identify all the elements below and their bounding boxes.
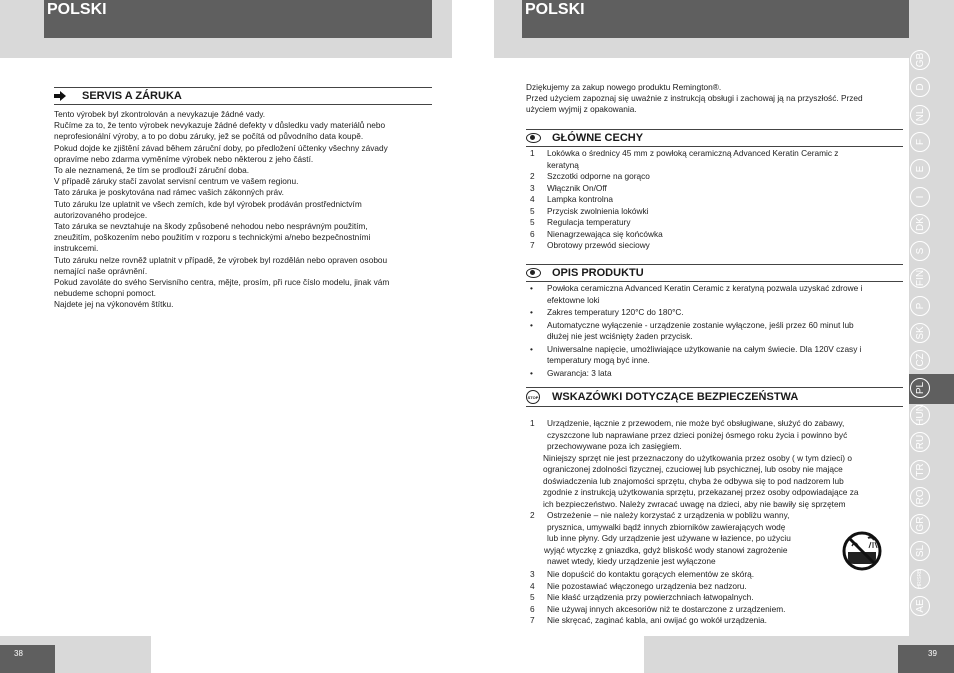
description-text: Automatyczne wyłączenie - urządzenie zostanie wyłączone, jeśli przez 60 minut lub: [547, 319, 854, 330]
description-text: Zakres temperatury 120°C do 180°C.: [547, 307, 684, 317]
safety-text: Nie pozostawiać włączonego urządzenia bez nadzoru.: [547, 580, 747, 591]
warranty-line: Tuto záruku lze uplatnit ve všech zemích, kde byl výrobek prodáván prostřednictvím: [54, 198, 362, 209]
feature-text: Przycisk zwolnienia lokówki: [547, 205, 649, 216]
bullet: •: [530, 343, 533, 354]
safety-text: Niniejszy sprzęt nie jest przeznaczony do użytkowania przez osoby ( w tym dzieci) o: [543, 452, 852, 463]
warranty-line: Najdete jej na výkonovém štítku.: [54, 299, 174, 310]
warranty-line: Pokud zavoláte do svého Servisního centra, mějte, prosím, při ruce číslo modelu, jinak vám: [54, 277, 390, 288]
language-tab-nl[interactable]: NL: [910, 105, 930, 125]
safety-text: lub inne płyny. Gdy urządzenie jest używane w łazience, po użyciu: [547, 533, 791, 543]
feature-number: 1: [530, 148, 535, 158]
feature-item: [530, 148, 905, 171]
language-tab-gr[interactable]: GR: [910, 514, 930, 534]
feature-text: Lokówka o średnicy 45 mm z powłoką ceramiczną Advanced Keratin Ceramic z: [547, 148, 839, 158]
safety-text: Urządzenie, łącznie z przewodem, nie może być obsługiwane, służyć do zabawy,: [547, 418, 845, 428]
safety-number: 3: [530, 569, 535, 579]
language-tab-ro[interactable]: RO: [910, 487, 930, 507]
language-tab-hun[interactable]: HUN: [910, 405, 930, 425]
bullet: •: [530, 319, 533, 330]
warranty-line: Pokud dojde ke zjištění závad během záruční doby, po předložení účtenky všechny závady: [54, 142, 388, 153]
safety-text: Nie kłaść urządzenia przy powierzchniach łatwopalnych.: [547, 592, 754, 602]
feature-text: Szczotki odporne na gorąco: [547, 171, 650, 181]
feature-number: 5: [530, 205, 535, 216]
warranty-line: V případě záruky stačí zavolat servisní centrum ve vašem regionu.: [54, 176, 299, 187]
language-tab-d[interactable]: D: [910, 77, 930, 97]
warranty-line: Tato záruka je poskytována nad rámec vašich zákonných práv.: [54, 187, 284, 198]
safety-text: Nie używaj innych akcesoriów niż te dostarczone z urządzeniem.: [547, 603, 786, 614]
intro-text: [526, 82, 904, 116]
feature-number: 5: [530, 217, 535, 227]
feature-item: [530, 206, 905, 218]
description-item: [530, 320, 905, 343]
feature-text: Lampka kontrolna: [547, 194, 613, 204]
feature-number: 2: [530, 171, 535, 181]
warranty-text: [54, 109, 434, 311]
description-text: temperatury mogą być inne.: [547, 355, 650, 365]
safety-item-2: 2 Ostrzeżenie – nie należy korzystać z urządzenia w pobliżu wanny, prysznica, umywalki bądź innych zbiorników zawierających wodę lub inne płyny. Gdy urządzenie jest używane w łazience, po użyciu wyjąć wtyczkę z gniazdka, gdyż bliskość wody stanowi zagrożenie nawet wtedy, kiedy urządzenie jest wyłączone: [530, 510, 791, 566]
warranty-line: instrukcemi.: [54, 243, 99, 254]
feature-text: keratyną: [547, 159, 579, 170]
bullet: •: [530, 367, 533, 378]
warranty-line: autorizovaného prodejce.: [54, 209, 148, 220]
language-tab-dk[interactable]: DK: [910, 214, 930, 234]
description-item: [530, 283, 905, 306]
intro-line: użyciem wyjmij z opakowania.: [526, 104, 637, 115]
safety-item: [530, 592, 900, 604]
safety-item-1: 1 Urządzenie, łącznie z przewodem, nie może być obsługiwane, służyć do zabawy, czyszczone lub naprawiane przez dzieci poniżej ósmego roku życia i powinno być przechowywane poza ich zasięgiem. Niniejszy sprzęt nie jest przeznaczony do użytkowania przez osoby ( w tym dzieci) o ograniczonej zdolności fizycznej, czuciowej lub psychicznej, lub osoby nie mające doświadczenia lub znajomości sprzętu, chyba że odbywa się to pod nadzorem lub zgodnie z instrukcją użytkowania sprzętu, przekazanej przez osoby odpowiadające za ich bezpieczeństwo. Należy zwracać uwagę na dzieci, aby nie bawiły się sprzętem: [530, 418, 859, 509]
warranty-section-header: [54, 87, 432, 105]
eye-icon: [526, 133, 548, 143]
features-list: [530, 148, 905, 252]
warranty-line: neprofesionální výroby, a to po dobu záruky, jež se počítá od původního data koupě.: [54, 131, 364, 142]
description-text: dłużej nie jest wciśnięty żaden przycisk.: [547, 331, 693, 341]
safety-text: doświadczenia lub znajomości sprzętu, chyba że odbywa się to pod nadzorem lub: [543, 475, 844, 486]
description-item: [530, 344, 905, 367]
bullet: •: [530, 283, 533, 293]
description-section-header: [526, 264, 903, 282]
safety-list-rest: [530, 569, 900, 627]
warranty-section-title: SERVIS A ZÁRUKA: [82, 90, 182, 102]
stop-icon: STOP: [526, 390, 548, 404]
warranty-line: opravíme nebo zdarma vyměníme výrobek nebo některou z jeho částí.: [54, 153, 314, 164]
safety-section-header: [526, 387, 903, 407]
safety-section-title: WSKAZÓWKI DOTYCZĄCE BEZPIECZEŃSTWA: [552, 391, 799, 403]
feature-item: [530, 194, 905, 206]
feature-text: Obrotowy przewód sieciowy: [547, 240, 650, 250]
language-tab-f[interactable]: F: [910, 132, 930, 152]
intro-line: Dziękujemy za zakup nowego produktu Remington®.: [526, 82, 722, 92]
bullet: •: [530, 307, 533, 317]
arrow-right-icon: [54, 91, 76, 101]
warranty-line: nebudeme schopni pomoct.: [54, 288, 156, 299]
feature-number: 4: [530, 194, 535, 204]
safety-text: ich bezpieczeństwo. Należy zwracać uwagę na dzieci, aby nie bawiły się sprzętem: [543, 498, 846, 509]
description-section-title: OPIS PRODUKTU: [552, 267, 644, 279]
language-tab-sl[interactable]: SL: [910, 541, 930, 561]
description-item: [530, 307, 905, 319]
right-page-header: POLSKI: [522, 0, 909, 38]
safety-number: 7: [530, 615, 535, 625]
warranty-line: To ale neznamená, že tím se prodlouží záruční doba.: [54, 165, 250, 176]
warranty-line: nemající naše oprávnění.: [54, 265, 148, 276]
feature-item: [530, 240, 905, 252]
description-text: Uniwersalne napięcie, umożliwiające użytkowanie na całym świecie. Dla 120V czasy i: [547, 343, 862, 354]
safety-text: wyjąć wtyczkę z gniazdka, gdyż bliskość wody stanowi zagrożenie: [544, 544, 788, 555]
language-tab-i[interactable]: I: [910, 187, 930, 207]
no-water-bath-icon: [838, 528, 886, 572]
left-page-header: POLSKI: [44, 0, 432, 38]
feature-item: [530, 229, 905, 241]
features-section-title: GŁÓWNE CECHY: [552, 132, 644, 144]
safety-text: prysznica, umywalki bądź innych zbiorników zawierających wodę: [547, 521, 786, 532]
language-tab-sk[interactable]: SK: [910, 323, 930, 343]
warranty-line: zneužitím, poškozením nebo použitím v rozporu s technickými a/nebo bezpečnostními: [54, 232, 371, 243]
safety-text: przechowywane poza ich zasięgiem.: [547, 441, 682, 451]
warranty-line: Ručíme za to, že tento výrobek nevykazuje žádné defekty v důsledku vady materiálů nebo: [54, 120, 386, 131]
eye-icon: [526, 268, 548, 278]
description-text: Gwarancja: 3 lata: [547, 367, 612, 378]
safety-text: Nie skręcać, zaginać kabla, ani owijać go wokół urządzenia.: [547, 615, 767, 625]
description-text: Powłoka ceramiczna Advanced Keratin Ceramic z keratyną pozwala uzyskać zdrowe i: [547, 283, 863, 293]
feature-number: 7: [530, 240, 535, 250]
safety-item: [530, 604, 900, 616]
safety-number: 5: [530, 592, 535, 602]
right-page-number: 39: [898, 645, 954, 673]
warranty-line: Tato záruka se nevztahuje na škody způsobené nehodou nebo nesprávným použitím,: [54, 221, 368, 232]
language-tab-p[interactable]: P: [910, 296, 930, 316]
language-tab-gb[interactable]: GB: [910, 50, 930, 70]
language-tab-fin[interactable]: FIN: [910, 268, 930, 288]
language-tab-tr[interactable]: TR: [910, 460, 930, 480]
language-tab-s[interactable]: S: [910, 241, 930, 261]
feature-text: Nienagrzewająca się końcówka: [547, 228, 663, 239]
feature-number: 3: [530, 182, 535, 193]
description-list: [530, 283, 905, 380]
warranty-line: Tento výrobek byl zkontrolován a nevykazuje žádné vady.: [54, 109, 266, 119]
safety-text: zgodnie z instrukcją użytkowania sprzętu, przekazanej przez osoby odpowiadające za: [543, 487, 859, 497]
warranty-line: Tuto záruku nelze rovněž uplatnit v případě, že výrobek byl rozdělán nebo opraven osobou: [54, 254, 388, 265]
safety-text: ograniczonej zdolności fizycznej, czuciowej lub psychicznej, lub osoby nie mające: [543, 464, 843, 474]
safety-item: [530, 581, 900, 593]
safety-text: Nie dopuścić do kontaktu gorących elementów ze skórą.: [547, 569, 755, 579]
features-section-header: [526, 129, 903, 147]
feature-number: 6: [530, 228, 535, 239]
language-tab-cz[interactable]: CZ: [910, 350, 930, 370]
safety-text: czyszczone lub naprawiane przez dzieci poniżej ósmego roku życia i powinno być: [547, 429, 848, 440]
feature-item: [530, 217, 905, 229]
feature-text: Regulacja temperatury: [547, 217, 631, 227]
safety-number: 6: [530, 603, 535, 614]
language-tab-ru[interactable]: RU: [910, 432, 930, 452]
safety-text: Ostrzeżenie – nie należy korzystać z urządzenia w pobliżu wanny,: [547, 510, 790, 520]
description-text: efektowne loki: [547, 294, 600, 305]
description-item: [530, 368, 905, 380]
feature-text: Włącznik On/Off: [547, 182, 607, 193]
safety-text: nawet wtedy, kiedy urządzenie jest wyłączone: [547, 556, 716, 566]
language-tab-pl[interactable]: PL: [910, 378, 930, 398]
language-tab-ae[interactable]: AE: [910, 596, 930, 616]
left-page-number: 38: [0, 645, 55, 673]
feature-item: [530, 171, 905, 183]
intro-line: Przed użyciem zapoznaj się uważnie z instrukcją obsługi i zachowaj ją na przyszłość. Przed: [526, 93, 863, 104]
safety-item: [530, 615, 900, 627]
language-tab-hr-srb[interactable]: HR/SRB: [910, 569, 930, 589]
language-tab-e[interactable]: E: [910, 159, 930, 179]
feature-item: [530, 183, 905, 195]
safety-number: 4: [530, 580, 535, 591]
